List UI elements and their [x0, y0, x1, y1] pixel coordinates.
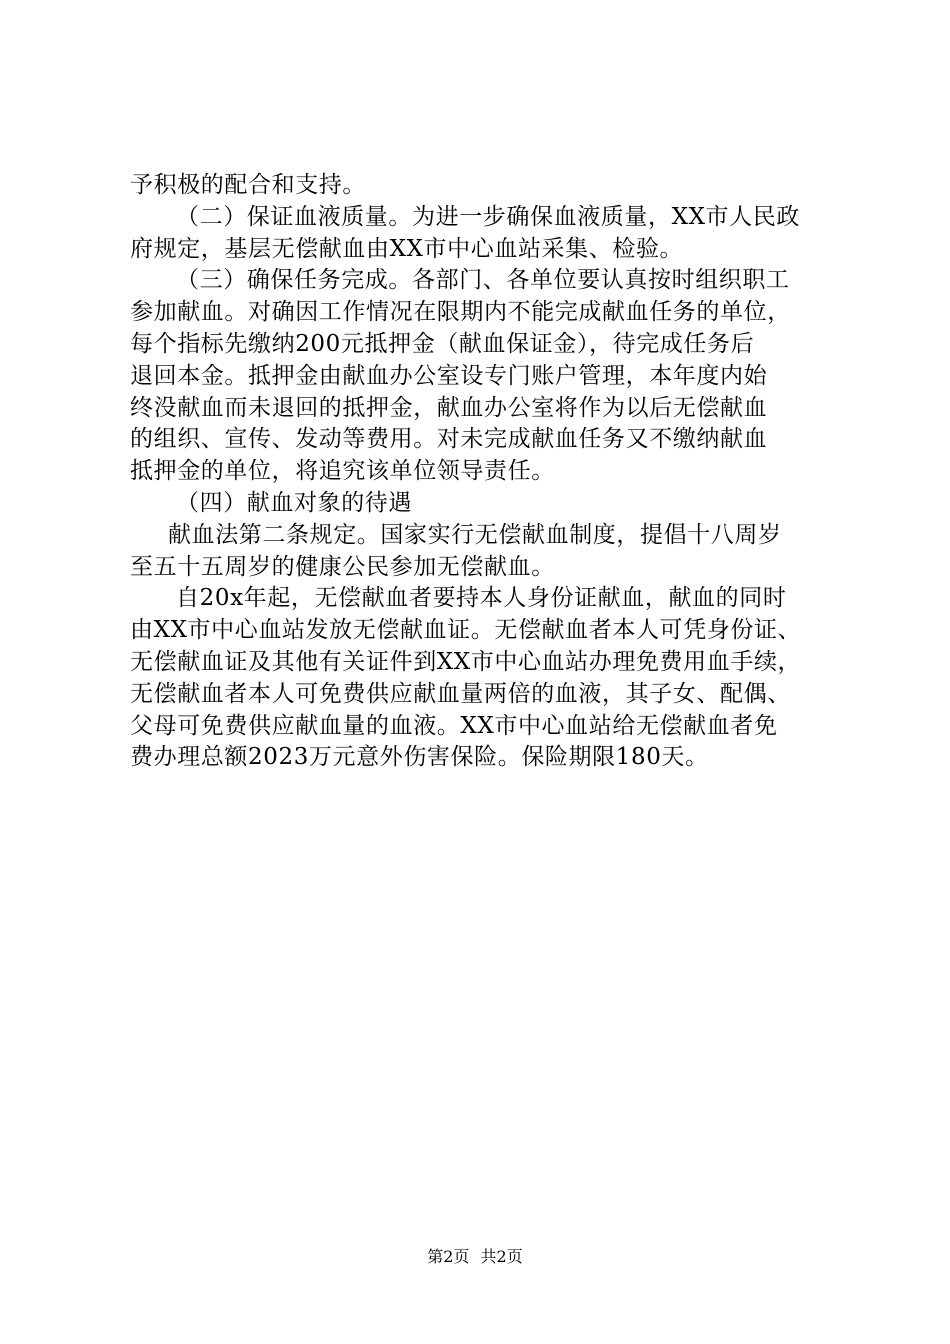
document-body: [130, 170, 830, 774]
body-line: （四）献血对象的待遇: [176, 489, 412, 516]
body-line: 无偿献血者本人可免费供应献血量两倍的血液，其子女、配偶、: [130, 680, 791, 707]
body-line: 费办理总额2023万元意外伤害保险。保险期限180天。: [130, 744, 709, 771]
body-line: （二）保证血液质量。为进一步确保血液质量，XX市人民政: [176, 203, 800, 230]
body-line: 的组织、宣传、发动等费用。对未完成献血任务又不缴纳献血: [130, 426, 768, 453]
body-line: 予积极的配合和支持。: [130, 172, 366, 198]
body-line: 退回本金。抵押金由献血办公室设专门账户管理，本年度内始: [130, 362, 768, 389]
body-line: 至五十五周岁的健康公民参加无偿献血。: [130, 553, 555, 580]
body-line: 终没献血而未退回的抵押金，献血办公室将作为以后无偿献血: [130, 394, 768, 421]
page-footer: [0, 1247, 950, 1267]
body-line: 每个指标先缴纳200元抵押金（献血保证金），待完成任务后: [130, 330, 755, 357]
page-number-current: 第2页: [427, 1247, 470, 1266]
page-number-total: 共2页: [480, 1247, 523, 1266]
body-line: （三）确保任务完成。各部门、各单位要认真按时组织职工: [176, 267, 790, 294]
body-line: 自20x年起，无偿献血者要持本人身份证献血，献血的同时: [176, 585, 787, 612]
body-line: 抵押金的单位，将追究该单位领导责任。: [130, 458, 555, 485]
body-line: 父母可免费供应献血量的血液。XX市中心血站给无偿献血者免: [130, 712, 778, 739]
body-line: 府规定，基层无偿献血由XX市中心血站采集、检验。: [130, 235, 684, 262]
body-line: 无偿献血证及其他有关证件到XX市中心血站办理免费用血手续，: [130, 648, 802, 675]
body-line: 参加献血。对确因工作情况在限期内不能完成献血任务的单位，: [130, 299, 791, 326]
body-line: 由XX市中心血站发放无偿献血证。无偿献血者本人可凭身份证、: [130, 617, 802, 644]
body-line: 献血法第二条规定。国家实行无偿献血制度，提倡十八周岁: [168, 521, 782, 548]
